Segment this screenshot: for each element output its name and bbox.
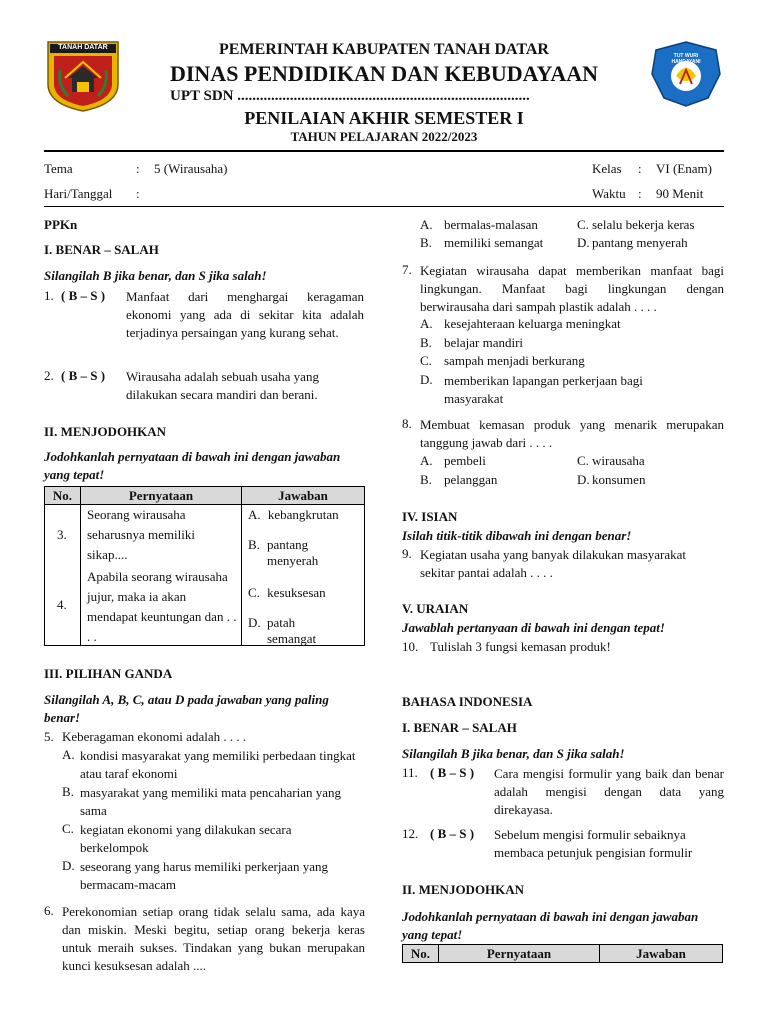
question-8-text: Membuat kemasan produk yang menarik merupakan tanggung jawab dari . . . . <box>420 417 724 450</box>
q5-option-c-letter[interactable]: C. <box>62 821 74 836</box>
header-line-5: TAHUN PELAJARAN 2022/2023 <box>290 129 478 144</box>
logo-left-text: TANAH DATAR <box>58 44 108 51</box>
question-7-number: 7. <box>402 262 412 277</box>
waktu-value: 90 Menit <box>656 186 704 201</box>
question-1-text: Manfaat dari menghargai keragaman ekonomi yang ada di sekitar kita adalah terjadinya persaingan yang kurang sehat. <box>126 289 364 340</box>
instruction-menjodohkan-2: Jodohkanlah pernyataan di bawah ini dengan jawaban yang tepat! <box>402 909 699 942</box>
question-1-number: 1. <box>44 288 54 303</box>
instruction-benar-salah-2: Silangilah B jika benar, dan S jika salah! <box>402 746 625 761</box>
question-5-number: 5. <box>44 729 54 744</box>
question-9-number: 9. <box>402 546 412 561</box>
column-header-jawaban-2: Jawaban <box>600 945 723 963</box>
instruction-pilihan-ganda: Silangilah A, B, C, atau D pada jawaban yang paling benar! <box>44 692 329 725</box>
q5-option-c-text: kegiatan ekonomi yang dilakukan secara berkelompok <box>80 822 292 855</box>
header-line-2: DINAS PENDIDIKAN DAN KEBUDAYAAN <box>169 61 599 86</box>
kelas-label: Kelas <box>592 161 622 176</box>
subject-bahasa-indonesia: BAHASA INDONESIA <box>402 694 533 709</box>
q7-option-d-text: memberikan lapangan perkerjaan bagi masyarakat <box>444 373 643 406</box>
instruction-isian: Isilah titik-titik dibawah ini dengan benar! <box>402 528 632 543</box>
row-4-statement: Apabila seorang wirausaha jujur, maka ia akan mendapat keuntungan dan . . . . <box>87 569 237 644</box>
q7-option-a-text: kesejahteraan keluarga meningkat <box>444 316 621 331</box>
q5-option-b-text: masyarakat yang memiliki mata pencaharian yang sama <box>80 785 341 818</box>
row-3-statement: Seorang wirausaha seharusnya memiliki sikap.... <box>87 507 195 562</box>
question-12-number: 12. <box>402 826 419 841</box>
q7-option-a-letter[interactable]: A. <box>420 316 433 331</box>
answer-a-text: kebangkrutan <box>267 507 339 522</box>
q8-option-d-text: konsumen <box>592 472 646 487</box>
answer-a[interactable] <box>248 507 339 523</box>
section-uraian: V. URAIAN <box>402 601 469 616</box>
q8-option-d-letter[interactable]: D. <box>577 472 590 487</box>
q6-option-b-letter[interactable]: B. <box>420 235 432 250</box>
question-12-text: Sebelum mengisi formulir sebaiknya membaca petunjuk pengisian formulir <box>494 827 693 860</box>
q5-option-d-text: seseorang yang harus memiliki perkerjaan yang bermacam-macam <box>80 859 328 892</box>
question-6-text: Perekonomian setiap orang tidak selalu sama, ada kaya dan miskin. Meski begitu, setiap orang bekerja keras untuk meraih sukses. Tindakan yang bukan merupakan kunci kesuksesan adalah .... <box>62 904 365 973</box>
header-line-4: PENILAIAN AKHIR SEMESTER I <box>244 108 524 128</box>
table-cell-no <box>45 505 81 646</box>
answer-a-letter: A. <box>248 507 261 522</box>
q6-option-a-text: bermalas-malasan <box>444 217 538 232</box>
answer-d-text: patah semangat <box>267 615 317 646</box>
subject-ppkn: PPKn <box>44 217 78 232</box>
q8-option-a-letter[interactable]: A. <box>420 453 433 468</box>
answer-b-text: pantang menyerah <box>267 537 319 568</box>
question-1-choice[interactable]: ( B – S ) <box>61 288 106 303</box>
info-divider <box>44 206 724 207</box>
q7-option-b-letter[interactable]: B. <box>420 335 432 350</box>
column-header-pernyataan: Pernyataan <box>81 487 242 505</box>
kelas-value: VI (Enam) <box>656 161 712 176</box>
question-6-number: 6. <box>44 903 54 918</box>
hari-colon: : <box>136 186 140 201</box>
answer-d-letter: D. <box>248 615 261 630</box>
waktu-colon: : <box>638 186 642 201</box>
column-header-jawaban: Jawaban <box>242 487 365 505</box>
section-isian: IV. ISIAN <box>402 509 458 524</box>
q8-option-c-letter[interactable]: C. <box>577 453 589 468</box>
hari-label: Hari/Tanggal <box>44 186 113 201</box>
question-11-text: Cara mengisi formulir yang baik dan benar adalah mengisi dengan data yang direkayasa. <box>494 766 724 817</box>
q8-option-b-text: pelanggan <box>444 472 498 487</box>
row-4-number: 4. <box>57 597 67 612</box>
q8-option-b-letter[interactable]: B. <box>420 472 432 487</box>
question-11-number: 11. <box>402 765 418 780</box>
instruction-benar-salah: Silangilah B jika benar, dan S jika salah! <box>44 268 267 283</box>
q5-option-d-letter[interactable]: D. <box>62 858 75 873</box>
question-10-text: Tulislah 3 fungsi kemasan produk! <box>430 639 611 654</box>
tema-colon: : <box>136 161 140 176</box>
question-12-choice[interactable]: ( B – S ) <box>430 826 475 841</box>
q7-option-b-text: belajar mandiri <box>444 335 524 350</box>
question-7-text: Kegiatan wirausaha dapat memberikan manfaat bagi lingkungan. Manfaat bagi lingkungan dengan berwirausaha dari sampah plastik adalah . . . . <box>420 263 724 314</box>
kelas-colon: : <box>638 161 642 176</box>
answer-c-letter: C. <box>248 585 260 600</box>
q6-option-c-text: selalu bekerja keras <box>592 217 695 232</box>
column-header-no-2: No. <box>403 945 439 963</box>
q5-option-a-letter[interactable]: A. <box>62 747 75 762</box>
answer-c-text: kesuksesan <box>267 585 326 600</box>
question-10-number: 10. <box>402 639 419 654</box>
section-benar-salah-2: I. BENAR – SALAH <box>402 720 517 735</box>
header-line-1: PEMERINTAH KABUPATEN TANAH DATAR <box>219 41 549 58</box>
tema-label: Tema <box>44 161 73 176</box>
section-menjodohkan-2: II. MENJODOHKAN <box>402 882 525 897</box>
answer-c[interactable] <box>248 585 326 601</box>
section-pilihan-ganda: III. PILIHAN GANDA <box>44 666 173 681</box>
question-11-choice[interactable]: ( B – S ) <box>430 765 475 780</box>
instruction-menjodohkan: Jodohkanlah pernyataan di bawah ini dengan jawaban yang tepat! <box>44 449 341 482</box>
section-menjodohkan: II. MENJODOHKAN <box>44 424 167 439</box>
logo-right-text: TUT WURI HANDAYANI <box>671 53 701 65</box>
q8-option-c-text: wirausaha <box>592 453 645 468</box>
question-2-number: 2. <box>44 368 54 383</box>
q7-option-c-letter[interactable]: C. <box>420 353 432 368</box>
table-cell-jawaban <box>242 505 365 646</box>
matching-table <box>44 486 365 646</box>
header-divider <box>44 150 724 152</box>
header-line-3: UPT SDN .............................................................................. <box>170 88 530 104</box>
q5-option-a-text: kondisi masyarakat yang memiliki perbedaan tingkat atau taraf ekonomi <box>80 748 356 781</box>
waktu-label: Waktu <box>592 186 626 201</box>
section-benar-salah: I. BENAR – SALAH <box>44 242 159 257</box>
question-2-choice[interactable]: ( B – S ) <box>61 368 106 383</box>
q6-option-a-letter[interactable]: A. <box>420 217 433 232</box>
column-header-no: No. <box>45 487 81 505</box>
q6-option-c-letter[interactable]: C. <box>577 217 589 232</box>
table-cell-pernyataan <box>81 505 242 646</box>
q7-option-c-text: sampah menjadi berkurang <box>444 353 585 368</box>
q7-option-d-letter[interactable]: D. <box>420 372 433 387</box>
q6-option-b-text: memiliki semangat <box>444 235 544 250</box>
q6-option-d-text: pantang menyerah <box>592 235 688 250</box>
question-2-text: Wirausaha adalah sebuah usaha yang dilakukan secara mandiri dan berani. <box>126 369 319 402</box>
column-header-pernyataan-2: Pernyataan <box>439 945 600 963</box>
matching-table-2 <box>402 944 723 963</box>
question-9-text: Kegiatan usaha yang banyak dilakukan masyarakat sekitar pantai adalah . . . . <box>420 547 687 580</box>
question-8-number: 8. <box>402 416 412 431</box>
q8-option-a-text: pembeli <box>444 453 486 468</box>
row-3-number: 3. <box>57 527 67 542</box>
question-5-text: Keberagaman ekonomi adalah . . . . <box>62 729 247 744</box>
instruction-uraian: Jawablah pertanyaan di bawah ini dengan tepat! <box>402 620 665 635</box>
q5-option-b-letter[interactable]: B. <box>62 784 74 799</box>
tema-value: 5 (Wirausaha) <box>154 161 228 176</box>
q6-option-d-letter[interactable]: D. <box>577 235 590 250</box>
answer-b-letter: B. <box>248 537 260 552</box>
